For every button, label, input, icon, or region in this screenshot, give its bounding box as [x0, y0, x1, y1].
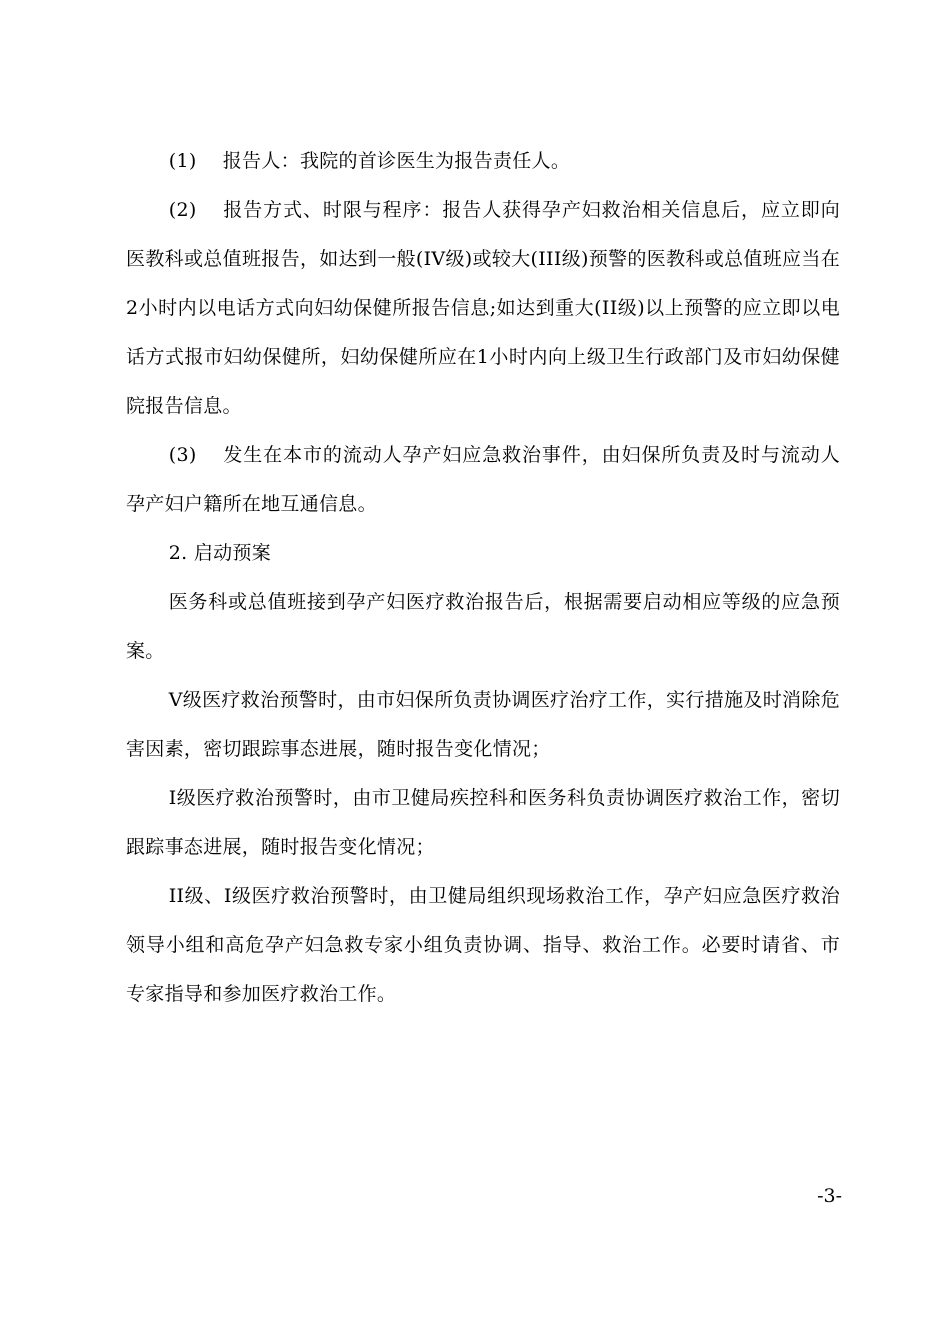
item-number: (2) — [168, 199, 197, 221]
item-number: (3) — [168, 444, 197, 466]
paragraph-level-v: V级医疗救治预警时，由市妇保所负责协调医疗治疗工作，实行措施及时消除危害因素，密切跟踪事态进展，随时报告变化情况； — [126, 689, 840, 760]
section-heading: 2. 启动预案 — [168, 542, 272, 564]
paragraph-level-ii-i: II级、I级医疗救治预警时，由卫健局组织现场救治工作，孕产妇应急医疗救治领导小组和高危孕产妇急救专家小组负责协调、指导、救治工作。必要时请省、市专家指导和参加医疗救治工作。 — [126, 885, 840, 1005]
item-number: (1) — [168, 150, 197, 172]
paragraph-text: 报告人：我院的首诊医生为报告责任人。 — [222, 150, 571, 172]
paragraph-activation: 医务科或总值班接到孕产妇医疗救治报告后，根据需要启动相应等级的应急预案。 — [126, 591, 840, 662]
paragraph-item-3 — [126, 431, 840, 529]
page-number: -3- — [817, 1185, 842, 1207]
body-text — [126, 137, 840, 1019]
paragraph-item-1 — [126, 137, 840, 186]
paragraph-item-2 — [126, 186, 840, 431]
paragraph-text: 发生在本市的流动人孕产妇应急救治事件，由妇保所负责及时与流动人孕产妇户籍所在地互通信息。 — [126, 444, 840, 515]
paragraph-level-i: I级医疗救治预警时，由市卫健局疾控科和医务科负责协调医疗救治工作，密切跟踪事态进展，随时报告变化情况； — [126, 787, 840, 858]
paragraph-text: 报告方式、时限与程序：报告人获得孕产妇救治相关信息后，应立即向医教科或总值班报告，如达到一般(IV级)或较大(III级)预警的医教科或总值班应当在2小时内以电话方式向妇幼保健所报告信息;如达到重大(II级)以上预警的应立即以电话方式报市妇幼保健所，妇幼保健所应在1小时内向上级卫生行政部门及市妇幼保健院报告信息。 — [126, 199, 840, 417]
